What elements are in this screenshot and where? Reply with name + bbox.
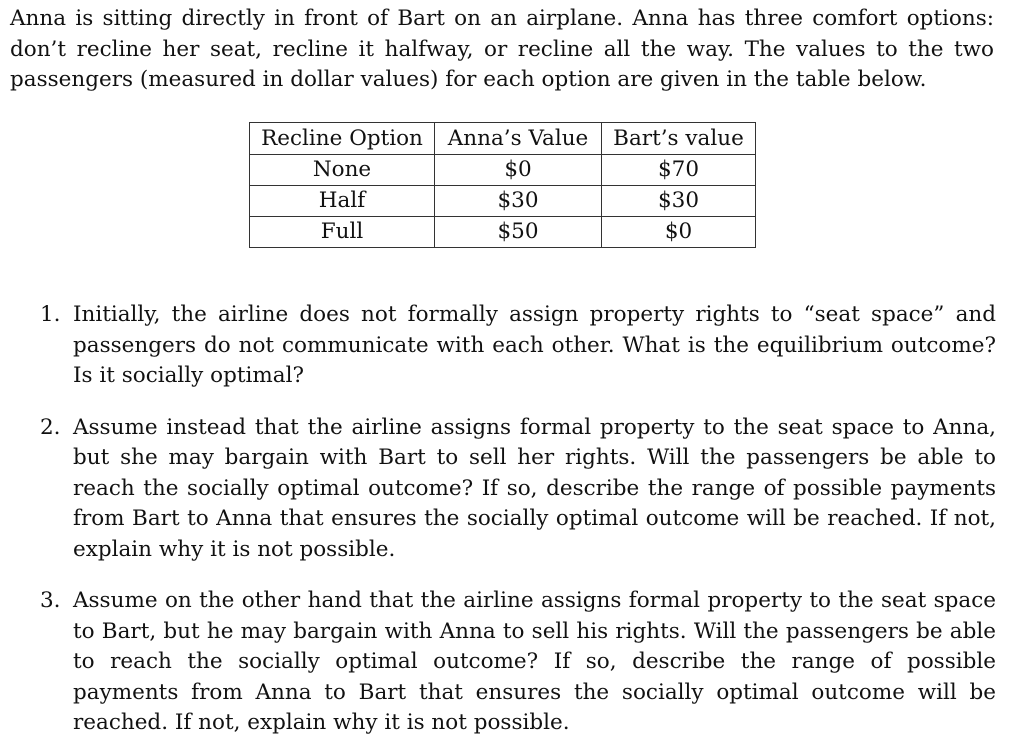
cell-bart-value: $30 xyxy=(602,186,756,217)
cell-anna-value: $30 xyxy=(435,186,602,217)
cell-option: None xyxy=(250,155,435,186)
question-text: Assume on the other hand that the airline assigns formal property to the seat space to Bart, but he may bargain with Anna to sell his rights. Will the passengers be able to reach the socially optimal outcome? If so, describe the range of possible payments from Anna to Bart that ensures the socially optimal outcome will be reached. If not, explain why it is not possible. xyxy=(73,588,996,735)
question-item xyxy=(0,586,996,739)
table-header-row xyxy=(250,123,756,155)
question-item xyxy=(0,300,996,392)
question-text: Initially, the airline does not formally assign property rights to “seat space” and passengers do not communicate with each other. What is the equilibrium outcome? Is it socially optimal? xyxy=(73,302,996,388)
header-anna-value: Anna’s Value xyxy=(435,123,602,155)
cell-anna-value: $50 xyxy=(435,217,602,248)
cell-bart-value: $0 xyxy=(602,217,756,248)
cell-option: Full xyxy=(250,217,435,248)
question-item xyxy=(0,413,996,566)
cell-anna-value: $0 xyxy=(435,155,602,186)
intro-paragraph: Anna is sitting directly in front of Bart on an airplane. Anna has three comfort options: don’t recline her seat, recline it halfway, or recline all the way. The values to the two passengers (measured in dollar values) for each option are given in the table below. xyxy=(10,6,994,92)
table-row xyxy=(250,217,756,248)
table-row xyxy=(250,186,756,217)
values-table xyxy=(249,122,756,248)
question-number: 2. xyxy=(40,414,61,440)
header-bart-value: Bart’s value xyxy=(602,123,756,155)
question-number: 1. xyxy=(40,302,61,327)
cell-bart-value: $70 xyxy=(602,155,756,186)
header-recline-option: Recline Option xyxy=(250,123,435,155)
question-list xyxy=(0,300,996,739)
cell-option: Half xyxy=(250,186,435,217)
question-number: 3. xyxy=(40,588,61,613)
table-row xyxy=(250,155,756,186)
question-text: Assume instead that the airline assigns formal property to the seat space to Anna, but she may bargain with Bart to sell her rights. Will the passengers be able to reach the socially optimal outcome? If so, describe the range of possible payments from Bart to Anna that ensures the socially optimal outcome will be reached. If not, explain why it is not possible. xyxy=(73,414,996,562)
